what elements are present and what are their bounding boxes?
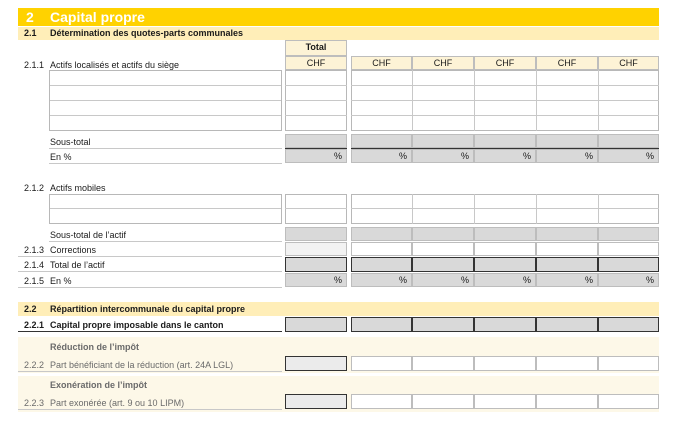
row-label: Corrections <box>50 245 97 255</box>
row-divider <box>50 85 281 86</box>
subsection-number: 2.1 <box>24 28 37 38</box>
subtotal-total-cell <box>285 134 347 148</box>
subtotal-commune-cell <box>412 134 474 148</box>
percent-commune-cell: % <box>536 149 598 163</box>
row-label: Actifs mobiles <box>50 183 106 193</box>
subtotal-label: Sous-total de l’actif <box>50 230 127 240</box>
subtotal-commune-cell <box>536 134 598 148</box>
commune-unit-header: CHF <box>536 56 598 70</box>
section-title: Capital propre <box>50 9 145 25</box>
column-divider <box>598 194 599 224</box>
reduction-total-cell[interactable] <box>285 356 347 371</box>
row-label: Part exonérée (art. 9 ou 10 LIPM) <box>50 398 185 408</box>
row-label: En % <box>50 276 72 286</box>
column-divider <box>412 70 413 131</box>
row-number: 2.2.2 <box>24 360 45 370</box>
row-divider <box>351 100 659 101</box>
taxable-capital-commune-cell <box>351 317 412 332</box>
exoneration-commune-cell[interactable] <box>474 394 536 409</box>
percent-commune-cell: % <box>351 273 412 287</box>
row-divider <box>18 287 282 288</box>
row-divider <box>50 115 281 116</box>
column-divider <box>598 70 599 131</box>
row-number: 2.1.2 <box>24 183 45 193</box>
row-divider <box>351 85 659 86</box>
row-divider <box>50 208 281 209</box>
commune-unit-header: CHF <box>474 56 536 70</box>
total-assets-commune-cell <box>351 257 412 272</box>
reduction-commune-cell[interactable] <box>474 356 536 371</box>
reduction-commune-cell[interactable] <box>351 356 412 371</box>
mobile-assets-description-box[interactable] <box>49 194 282 224</box>
subtotal-commune-cell <box>598 134 659 148</box>
percent-commune-cell: % <box>536 273 598 287</box>
row-number: 2.2.1 <box>24 320 45 330</box>
total-input-column[interactable] <box>285 194 347 224</box>
taxable-capital-commune-cell <box>536 317 598 332</box>
taxable-capital-total-cell <box>285 317 347 332</box>
percent-commune-cell: % <box>351 149 412 163</box>
corrections-commune-cell[interactable] <box>351 242 412 256</box>
column-divider <box>474 194 475 224</box>
column-divider <box>412 194 413 224</box>
reduction-commune-cell[interactable] <box>598 356 659 371</box>
total-assets-commune-cell <box>412 257 474 272</box>
column-divider <box>474 70 475 131</box>
row-divider <box>285 115 347 116</box>
commune-unit-header: CHF <box>598 56 659 70</box>
row-label: Total de l’actif <box>50 260 105 270</box>
row-divider <box>50 100 281 101</box>
row-number: 2.1.1 <box>24 60 45 70</box>
taxable-capital-commune-cell <box>474 317 536 332</box>
row-divider <box>49 163 282 164</box>
reduction-heading: Réduction de l’impôt <box>50 342 139 352</box>
corrections-commune-cell[interactable] <box>536 242 598 256</box>
subtotal-label: Sous-total <box>50 137 91 147</box>
row-divider <box>18 271 282 272</box>
row-divider <box>18 409 282 410</box>
corrections-commune-cell[interactable] <box>598 242 659 256</box>
commune-unit-header: CHF <box>412 56 474 70</box>
total-assets-commune-cell <box>536 257 598 272</box>
row-divider <box>18 331 282 332</box>
corrections-commune-cell[interactable] <box>474 242 536 256</box>
exoneration-commune-cell[interactable] <box>598 394 659 409</box>
percent-commune-cell: % <box>474 273 536 287</box>
row-divider <box>49 241 282 242</box>
percent-label: En % <box>50 152 72 162</box>
subsection-title: Détermination des quotes-parts communales <box>50 28 244 38</box>
row-number: 2.1.4 <box>24 260 45 270</box>
exoneration-heading: Exonération de l’impôt <box>50 380 148 390</box>
total-assets-total-cell <box>285 257 347 272</box>
subtotal-commune-cell <box>598 227 659 241</box>
reduction-commune-cell[interactable] <box>412 356 474 371</box>
subtotal-commune-cell <box>474 227 536 241</box>
row-divider <box>351 208 659 209</box>
subsection-title: Répartition intercommunale du capital propre <box>50 304 246 314</box>
row-label: Part bénéficiant de la réduction (art. 24A LGL) <box>50 360 234 370</box>
exoneration-total-cell[interactable] <box>285 394 347 409</box>
commune-unit-header: CHF <box>351 56 412 70</box>
row-divider <box>285 85 347 86</box>
row-divider <box>18 256 282 257</box>
exoneration-commune-cell[interactable] <box>536 394 598 409</box>
percent-total-cell: % <box>285 149 347 163</box>
row-number: 2.1.3 <box>24 245 45 255</box>
subtotal-commune-cell <box>351 134 412 148</box>
percent-total-cell: % <box>285 273 347 287</box>
total-column-header: Total <box>285 40 347 56</box>
row-divider <box>49 148 282 149</box>
total-unit-header: CHF <box>285 56 347 70</box>
corrections-total-cell[interactable] <box>285 242 347 256</box>
row-label: Actifs localisés et actifs du siège <box>50 60 180 70</box>
column-divider <box>536 70 537 131</box>
taxable-capital-commune-cell <box>412 317 474 332</box>
percent-commune-cell: % <box>598 273 659 287</box>
subtotal-total-cell <box>285 227 347 241</box>
total-assets-commune-cell <box>474 257 536 272</box>
subtotal-commune-cell <box>412 227 474 241</box>
row-number: 2.2.3 <box>24 398 45 408</box>
percent-commune-cell: % <box>598 149 659 163</box>
exoneration-commune-cell[interactable] <box>351 394 412 409</box>
row-divider <box>285 208 347 209</box>
corrections-commune-cell[interactable] <box>412 242 474 256</box>
subsection-number: 2.2 <box>24 304 37 314</box>
row-label: Capital propre imposable dans le canton <box>50 320 224 330</box>
subtotal-commune-cell <box>351 227 412 241</box>
row-divider <box>351 115 659 116</box>
exoneration-commune-cell[interactable] <box>412 394 474 409</box>
percent-commune-cell: % <box>412 149 474 163</box>
subtotal-commune-cell <box>536 227 598 241</box>
column-divider <box>536 194 537 224</box>
total-assets-commune-cell <box>598 257 659 272</box>
percent-commune-cell: % <box>412 273 474 287</box>
subtotal-commune-cell <box>474 134 536 148</box>
row-divider <box>18 371 282 372</box>
taxable-capital-commune-cell <box>598 317 659 332</box>
reduction-commune-cell[interactable] <box>536 356 598 371</box>
section-number: 2 <box>26 9 34 25</box>
row-divider <box>285 100 347 101</box>
commune-input-grid[interactable] <box>351 194 659 224</box>
row-number: 2.1.5 <box>24 276 45 286</box>
percent-commune-cell: % <box>474 149 536 163</box>
